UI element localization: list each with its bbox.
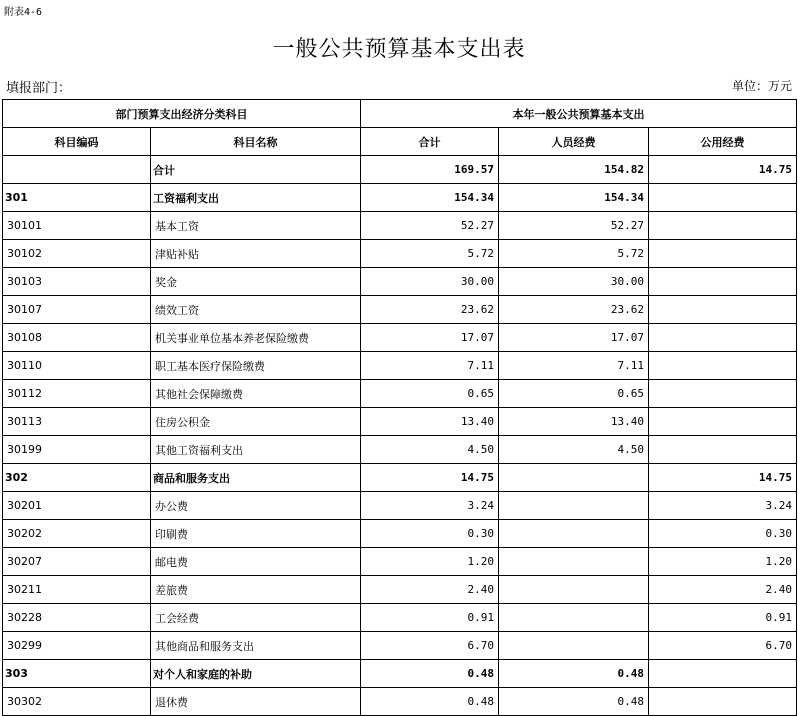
cell-code: 302	[3, 464, 151, 492]
cell-name: 办公费	[151, 492, 361, 520]
cell-code: 30299	[3, 632, 151, 660]
cell-public: 1.20	[649, 548, 797, 576]
cell-code: 30207	[3, 548, 151, 576]
cell-code: 301	[3, 184, 151, 212]
column-header-public: 公用经费	[649, 128, 797, 156]
cell-personnel: 23.62	[499, 296, 649, 324]
cell-public	[649, 352, 797, 380]
table-row	[3, 156, 797, 184]
cell-total: 169.57	[361, 156, 499, 184]
cell-name: 对个人和家庭的补助	[151, 660, 361, 688]
cell-personnel: 0.48	[499, 688, 649, 716]
cell-total: 30.00	[361, 268, 499, 296]
column-header-total: 合计	[361, 128, 499, 156]
cell-total: 4.50	[361, 436, 499, 464]
cell-code: 30112	[3, 380, 151, 408]
cell-code: 30107	[3, 296, 151, 324]
group-header-left: 部门预算支出经济分类科目	[3, 100, 361, 128]
table-row	[3, 660, 797, 688]
cell-name: 退休费	[151, 688, 361, 716]
cell-public: 2.40	[649, 576, 797, 604]
cell-total: 5.72	[361, 240, 499, 268]
cell-name: 奖金	[151, 268, 361, 296]
table-row	[3, 604, 797, 632]
department-label: 填报部门：	[6, 81, 72, 96]
group-header-right: 本年一般公共预算基本支出	[361, 100, 797, 128]
cell-name: 住房公积金	[151, 408, 361, 436]
cell-total: 2.40	[361, 576, 499, 604]
column-header-row	[3, 128, 797, 156]
table-row	[3, 296, 797, 324]
cell-personnel: 30.00	[499, 268, 649, 296]
cell-personnel: 5.72	[499, 240, 649, 268]
cell-public: 0.30	[649, 520, 797, 548]
cell-public: 14.75	[649, 464, 797, 492]
table-row	[3, 184, 797, 212]
cell-code	[3, 156, 151, 184]
cell-personnel: 154.82	[499, 156, 649, 184]
cell-public	[649, 184, 797, 212]
column-header-code: 科目编码	[3, 128, 151, 156]
cell-total: 0.30	[361, 520, 499, 548]
cell-name: 绩效工资	[151, 296, 361, 324]
table-row	[3, 688, 797, 716]
cell-total: 1.20	[361, 548, 499, 576]
cell-personnel	[499, 632, 649, 660]
table-row	[3, 268, 797, 296]
table-row	[3, 240, 797, 268]
cell-public	[649, 324, 797, 352]
cell-name: 津贴补贴	[151, 240, 361, 268]
cell-name: 差旅费	[151, 576, 361, 604]
cell-personnel: 154.34	[499, 184, 649, 212]
cell-total: 6.70	[361, 632, 499, 660]
cell-public: 3.24	[649, 492, 797, 520]
cell-name: 印刷费	[151, 520, 361, 548]
table-row	[3, 576, 797, 604]
cell-name: 商品和服务支出	[151, 464, 361, 492]
unit-label: 单位：万元	[731, 79, 792, 93]
cell-name: 职工基本医疗保险缴费	[151, 352, 361, 380]
table-row	[3, 408, 797, 436]
table-row	[3, 632, 797, 660]
cell-personnel	[499, 576, 649, 604]
cell-public	[649, 240, 797, 268]
cell-code: 30199	[3, 436, 151, 464]
cell-code: 30103	[3, 268, 151, 296]
table-row	[3, 352, 797, 380]
cell-code: 30202	[3, 520, 151, 548]
cell-name: 机关事业单位基本养老保险缴费	[151, 324, 361, 352]
cell-name: 其他工资福利支出	[151, 436, 361, 464]
cell-total: 0.48	[361, 660, 499, 688]
cell-code: 30110	[3, 352, 151, 380]
cell-public	[649, 660, 797, 688]
cell-total: 14.75	[361, 464, 499, 492]
cell-total: 7.11	[361, 352, 499, 380]
cell-public	[649, 268, 797, 296]
cell-code: 30211	[3, 576, 151, 604]
page-title: 一般公共预算基本支出表	[272, 37, 526, 62]
cell-name: 其他社会保障缴费	[151, 380, 361, 408]
cell-total: 0.48	[361, 688, 499, 716]
attachment-label: 附表4-6	[4, 7, 43, 18]
column-header-personnel: 人员经费	[499, 128, 649, 156]
table-row	[3, 548, 797, 576]
cell-total: 3.24	[361, 492, 499, 520]
cell-code: 30228	[3, 604, 151, 632]
cell-code: 30302	[3, 688, 151, 716]
cell-total: 0.65	[361, 380, 499, 408]
cell-personnel	[499, 464, 649, 492]
table-row	[3, 212, 797, 240]
cell-personnel: 52.27	[499, 212, 649, 240]
cell-public	[649, 408, 797, 436]
cell-personnel: 7.11	[499, 352, 649, 380]
cell-code: 303	[3, 660, 151, 688]
cell-code: 30102	[3, 240, 151, 268]
cell-personnel: 17.07	[499, 324, 649, 352]
cell-public: 14.75	[649, 156, 797, 184]
column-header-name: 科目名称	[151, 128, 361, 156]
cell-name: 邮电费	[151, 548, 361, 576]
cell-personnel: 0.65	[499, 380, 649, 408]
cell-name: 基本工资	[151, 212, 361, 240]
cell-public	[649, 380, 797, 408]
cell-personnel	[499, 548, 649, 576]
cell-total: 23.62	[361, 296, 499, 324]
table-row	[3, 380, 797, 408]
table-row	[3, 436, 797, 464]
cell-personnel	[499, 520, 649, 548]
table-row	[3, 324, 797, 352]
cell-total: 17.07	[361, 324, 499, 352]
cell-public	[649, 296, 797, 324]
cell-public: 0.91	[649, 604, 797, 632]
cell-name: 工资福利支出	[151, 184, 361, 212]
cell-public	[649, 212, 797, 240]
cell-name: 合计	[151, 156, 361, 184]
cell-total: 154.34	[361, 184, 499, 212]
cell-code: 30108	[3, 324, 151, 352]
cell-name: 工会经费	[151, 604, 361, 632]
table-row	[3, 520, 797, 548]
cell-code: 30113	[3, 408, 151, 436]
table-body	[3, 156, 797, 716]
table-row	[3, 464, 797, 492]
cell-total: 13.40	[361, 408, 499, 436]
cell-public	[649, 436, 797, 464]
cell-personnel	[499, 604, 649, 632]
cell-code: 30101	[3, 212, 151, 240]
table-row	[3, 492, 797, 520]
cell-personnel: 13.40	[499, 408, 649, 436]
budget-table	[2, 99, 797, 716]
cell-personnel: 0.48	[499, 660, 649, 688]
cell-total: 0.91	[361, 604, 499, 632]
group-header-row	[3, 100, 797, 128]
cell-code: 30201	[3, 492, 151, 520]
cell-name: 其他商品和服务支出	[151, 632, 361, 660]
cell-personnel: 4.50	[499, 436, 649, 464]
cell-total: 52.27	[361, 212, 499, 240]
cell-personnel	[499, 492, 649, 520]
cell-public	[649, 688, 797, 716]
cell-public: 6.70	[649, 632, 797, 660]
